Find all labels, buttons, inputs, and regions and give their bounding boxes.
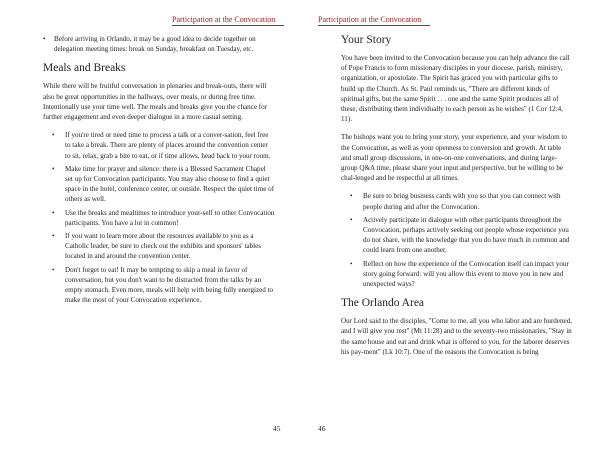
list-item [341, 215, 573, 256]
story-paragraph-1: You have been invited to the Convocation because you can help advance the call of Pope Francis to form missionary disciples in your diocese, parish, ministry, organization, or apostolate. The Spirit has graced you with particular gifts to build up the Church. As St. Paul reminds us, "There are different kinds of spiritual gifts, but the same Spirit . . . one and the same Spirit produces all of these, distributing them individually to each person as he wishes" (1 Cor 12:4, 11). [341, 54, 570, 124]
bullet-icon: • [43, 35, 46, 43]
bullet-text: Be sure to bring business cards with you so that you can connect with people during and after the Convocation. [363, 192, 561, 211]
section-heading-your-story: Your Story [341, 34, 392, 46]
section-heading-meals-and-breaks: Meals and Breaks [43, 62, 126, 75]
list-item [341, 191, 573, 211]
bullet-icon: • [350, 259, 353, 268]
list-item [43, 265, 275, 306]
meals-paragraph: While there will be fruitful conversation in plenaries and break-outs, there will also be great opportunities in the hallways, over meals, or during free time. Intentionally use your time well. The meals and breaks give you the chance for further engagement and even deeper dialogue in a more casual setting. [43, 82, 268, 122]
bullet-icon: • [52, 265, 55, 274]
running-head-left: Participation at the Convocation [172, 15, 284, 26]
bullet-text: Actively participate in dialogue with other participants throughout the Convocation, perhaps actively seeking out people whose experience you do not share, with the knowledge that you do have much in common and could learn from one another. [363, 215, 570, 255]
right-page [300, 0, 600, 450]
bullet-text: Make time for prayer and silence: there is a Blessed Sacrament Chapel set up for Convocation participants. You may also choose to find a quiet space in the hotel, conference center, or outside. Respect the quiet time of others as well. [65, 164, 275, 204]
bullet-text: If you want to learn more about the resources available to you as a Catholic leader, be sure to check out the exhibits and sponsors' tables located in and around the convention center. [65, 232, 262, 261]
bullet-text: If you're tired or need time to process a talk or a conver-sation, feel free to take a break. There are plenty of places around the convention center to sit, relax, grab a bite to eat, or if time allows, head back to your room. [65, 131, 271, 160]
left-page-content [43, 34, 275, 313]
meals-bullet-list [43, 130, 275, 305]
list-item [43, 34, 275, 54]
section-heading-orlando-area: The Orlando Area [341, 297, 425, 310]
bullet-icon: • [350, 192, 353, 201]
list-item [43, 164, 275, 205]
page-number-right: 46 [318, 424, 326, 433]
bullet-icon: • [350, 215, 353, 224]
list-item [43, 231, 275, 262]
list-item [341, 259, 573, 290]
right-page-content [341, 34, 573, 365]
running-head-right: Participation at the Convocation [318, 15, 430, 26]
bullet-text: Use the breaks and mealtimes to introduce your-self to other Convocation participants. You have a lot in common! [65, 208, 275, 227]
bullet-icon: • [52, 208, 55, 217]
bullet-icon: • [52, 164, 55, 173]
bullet-text: Before arriving in Orlando, it may be a good idea to decide together on delegation meeting times: break on Sunday, breakfast on Tuesday, etc. [54, 35, 256, 54]
orlando-paragraph: Our Lord said to the disciples, "Come to me, all you who labor and are burdened, and I will give you rest" (Mt 11:28) and to the seventy-two missionaries, "Stay in the same house and eat and drink what is offered to you, for the laborer deserves his pay-ment" (Lk 10:7). One of the reasons the Convocation is being [341, 317, 573, 356]
bullet-text: Don't forget to eat! It may be tempting to skip a meal in favor of conversation, but you don't want to be distracted from the talks by an empty stomach. Even more, meals will help with being fully energized to make the most of your Convocation experience. [65, 265, 274, 305]
bullet-icon: • [52, 131, 55, 140]
list-item [43, 208, 275, 228]
bullet-text: Reflect on how the experience of the Convocation itself can impact your story going forward: will you allow this event to move you in new and unexpected ways? [363, 259, 569, 289]
story-paragraph-2: The bishops want you to bring your story, your experience, and your wisdom to the Convocation, as well as your openness to conversion and growth. At table and small group discussions, in one-on-one conversations, and during large-group Q&A time, please share your input and perspective, but be willing to be chal-lenged and be respectful at all times. [341, 133, 567, 183]
list-item [43, 130, 275, 161]
bullet-icon: • [52, 232, 55, 241]
story-bullet-list [341, 191, 573, 289]
page-number-left: 45 [273, 424, 281, 433]
intro-bullet-list [43, 34, 275, 54]
